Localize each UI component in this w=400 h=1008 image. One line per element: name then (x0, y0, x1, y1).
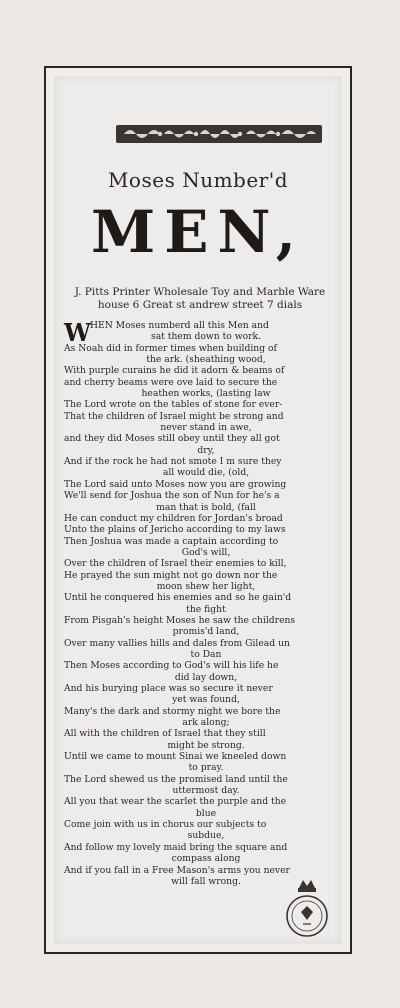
verse-line: to Dan (190, 648, 222, 660)
library-stamp (284, 876, 330, 938)
verse-line: Until we came to mount Sinai we kneeled down (64, 751, 287, 763)
verse-line: subdue, (187, 830, 225, 842)
verse-line: and cherry beams were ove laid to secure the (64, 376, 278, 388)
verse-line: ark along; (182, 717, 230, 729)
verse-line: The Lord wrote on the tables of stone for ever- (64, 399, 283, 411)
verse-line: will fall wrong. (171, 875, 241, 887)
verse-line: And his burying place was so secure it never (64, 683, 273, 694)
verse-line: might be strong. (167, 739, 245, 751)
imprint-line-1: J. Pitts Printer Wholesale Toy and Marble Ware (74, 286, 326, 298)
verse-line: From Pisgah's height Moses he saw the childrens (64, 614, 296, 626)
ballad-subtitle: Moses Number'd (107, 168, 289, 192)
verse-line: HEN Moses numberd all this Men and (90, 320, 269, 331)
verse-line: And if the rock he had not smote I m sure they (64, 456, 282, 468)
imprint-line-2: house 6 Great st andrew street 7 dials (97, 299, 303, 311)
verse-line: Until he conquered his enemies and so he gain'd (64, 592, 292, 604)
verse-line: The Lord said unto Moses now you are growing (64, 478, 287, 490)
verse-line: With purple curains he did it adorn & beams of (64, 365, 285, 377)
verse-line: He can conduct my children for Jordan's broad (64, 512, 283, 524)
verse-line: uttermost day. (172, 785, 240, 797)
verse-line: As Noah did in former times when building of (64, 342, 277, 354)
verse-line: Then Moses according to God's will his life he (64, 660, 279, 672)
verse-line: That the children of Israel might be strong and (64, 410, 284, 422)
decorative-ornament-band (116, 122, 322, 146)
verse-line: did lay down, (174, 671, 238, 683)
verse-line: Unto the plains of Jericho according to my laws (64, 524, 286, 536)
verse-line: sat them down to work. (150, 331, 262, 343)
verse-line: We'll send for Joshua the son of Nun for he's a (64, 490, 280, 502)
verse-line: promis'd land, (172, 626, 240, 638)
verse-line: the fight (186, 603, 226, 615)
broadside-paper (54, 76, 342, 944)
verse-line: All with the children of Israel that they still (64, 728, 266, 740)
verse-line: And if you fall in a Free Mason's arms you never (64, 864, 290, 876)
verse-line: And follow my lovely maid bring the square and (64, 841, 288, 853)
ballad-title: MEN, (91, 198, 305, 266)
verse-line: and they did Moses still obey until they all got (64, 433, 280, 445)
verse-line: to pray. (188, 762, 224, 774)
verse-line: God's will, (181, 546, 231, 558)
verse-line: Come join with us in chorus our subjects to (64, 819, 267, 831)
verse-line: The Lord shewed us the promised land until the (64, 773, 288, 785)
verse-line: compass along (171, 853, 241, 865)
verse-line: man that is bold, (fall (156, 501, 256, 513)
broadside-frame (44, 66, 352, 954)
verse-line: Then Joshua was made a captain according to (64, 535, 279, 547)
verse-line: moon shew her light, (156, 580, 256, 592)
verse-line: heathen works, (lasting law (141, 388, 271, 400)
verse-line: the ark. (sheathing wood, (146, 354, 266, 366)
verse-dropcap: W (64, 318, 91, 347)
verse-line: Many's the dark and stormy night we bore the (64, 705, 281, 717)
verse-line: dry, (197, 444, 215, 456)
verse-line: Over many vallies hills and dales from Gilead un (64, 637, 290, 649)
verse-line: He prayed the sun might not go down nor the (64, 569, 278, 581)
verse-line: Over the children of Israel their enemies to kill, (64, 558, 287, 570)
printer-imprint (68, 286, 332, 312)
verse-line: yet was found, (172, 694, 240, 706)
verse-line: never stand in awe, (160, 422, 252, 434)
ballad-verse (64, 320, 334, 887)
verse-line: blue (195, 807, 217, 819)
verse-line: All you that wear the scarlet the purple and the (64, 796, 287, 808)
verse-line: all would die, (old, (162, 467, 250, 479)
